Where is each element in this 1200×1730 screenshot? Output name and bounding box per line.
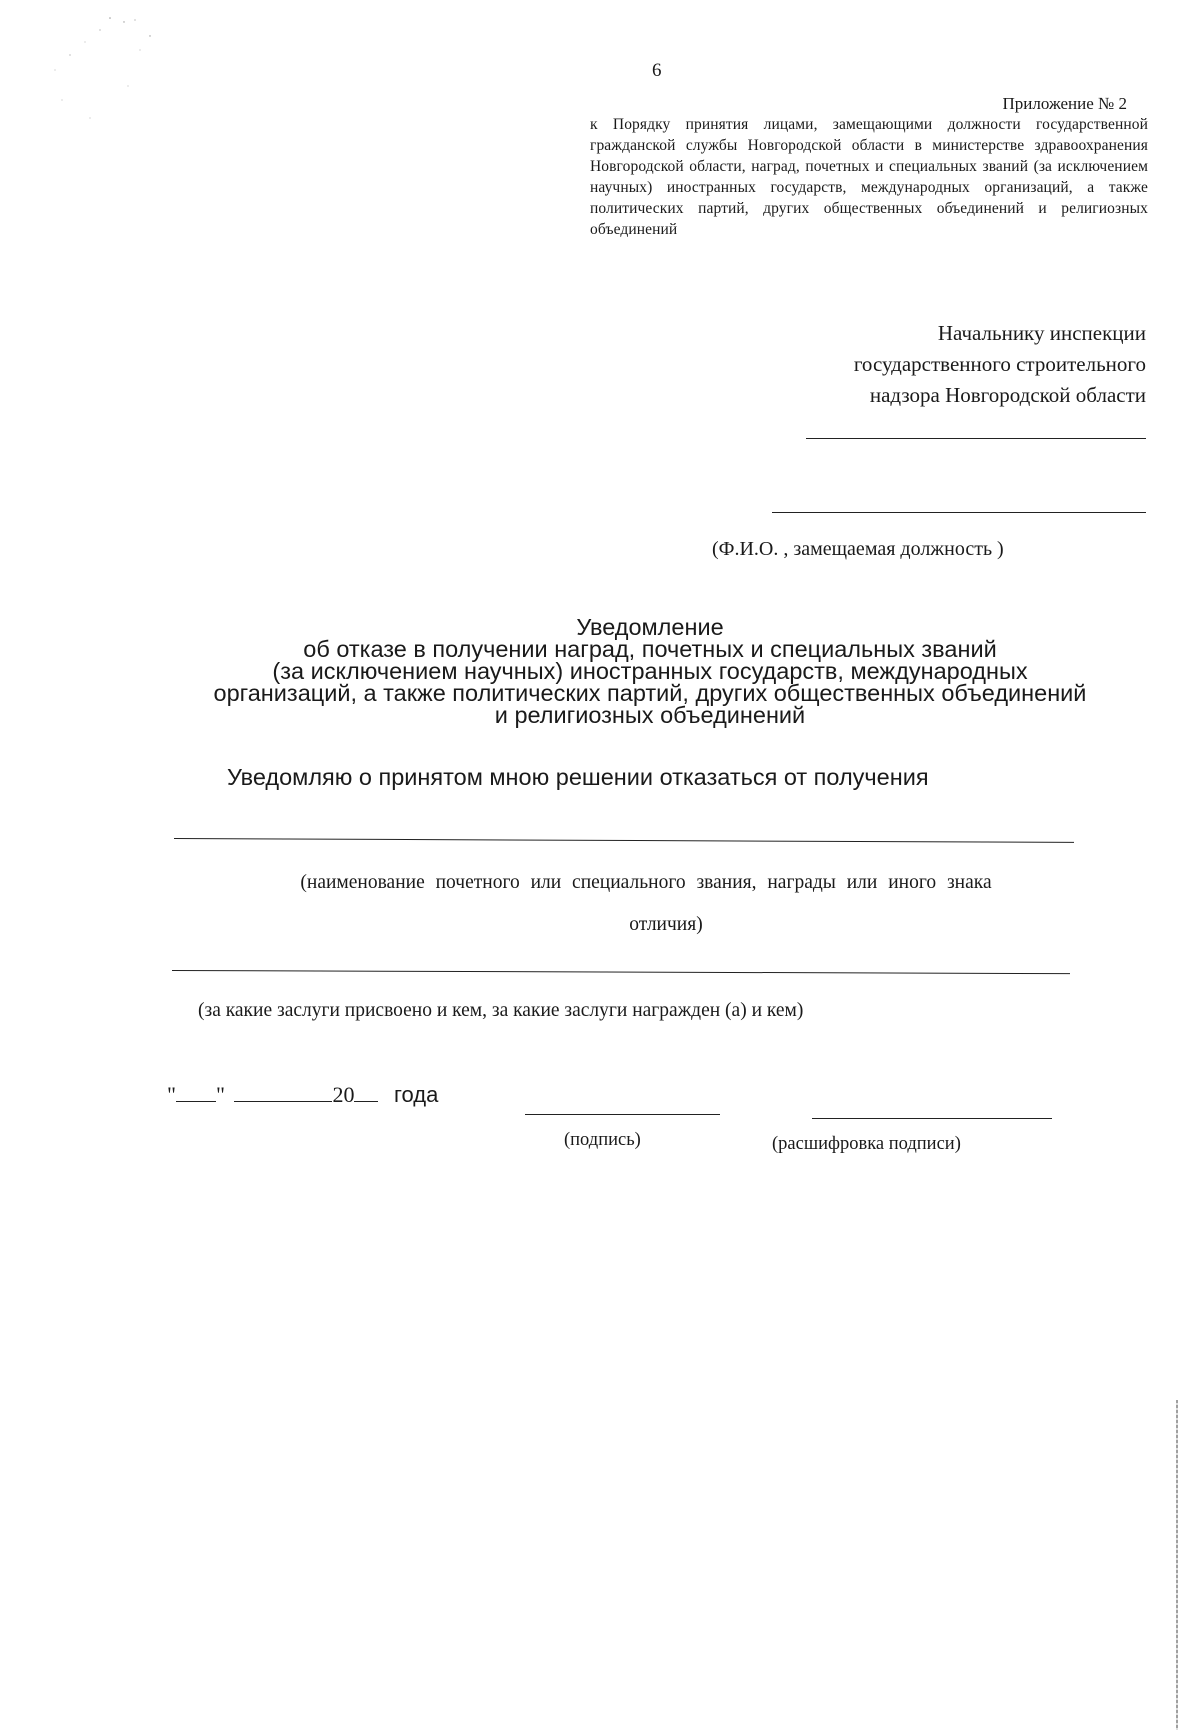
date-year-word: года [393, 1082, 439, 1107]
signature-caption: (подпись) [564, 1130, 641, 1150]
title-line: организаций, а также политических партий, других общественных объединений [213, 680, 1087, 706]
award-caption [222, 862, 1070, 946]
date-century: 20 [332, 1082, 355, 1107]
date-close-quote: " [215, 1082, 225, 1107]
addressee-block [686, 318, 1146, 411]
month-blank [234, 1101, 332, 1102]
addressee-line: Начальнику инспекции [937, 321, 1146, 345]
award-caption-line: отличия) [629, 914, 703, 935]
signature-decode-blank-line [812, 1118, 1052, 1119]
merits-caption: (за какие заслуги присвоено и кем, за какие заслуги награжден (а) и кем) [198, 1000, 804, 1021]
scan-noise [40, 10, 180, 130]
day-blank [176, 1101, 216, 1102]
date-field [167, 1082, 438, 1108]
year-blank [354, 1101, 378, 1102]
signature-blank-line [525, 1114, 720, 1115]
document-title [150, 616, 1150, 726]
award-blank-line [174, 838, 1074, 843]
date-open-quote: " [167, 1082, 176, 1107]
title-line: Уведомление [576, 614, 724, 640]
addressee-line: государственного строительного [853, 352, 1146, 376]
title-line: и религиозных объединений [494, 702, 806, 728]
merits-blank-line [172, 970, 1070, 974]
addressee-line: надзора Новгородской области [869, 383, 1146, 407]
scan-edge-artifact [1176, 1400, 1178, 1730]
addressee-blank-line [806, 438, 1146, 439]
fio-caption: (Ф.И.О. , замещаемая должность ) [712, 538, 1004, 560]
fio-blank-line [772, 512, 1146, 513]
page-number: 6 [652, 60, 662, 81]
award-caption-line: (наименование почетного или специального звания, награды или иного знака [300, 872, 992, 893]
appendix-text: к Порядку принятия лицами, замещающими должности государственной гражданской службы Новгородской области в министерстве здравоохранения Новгородской области, наград, почетных и специальных званий (за исключением научных) иностранных государств, международных организаций, а также политических партий, других общественных объединений и религиозных объединений [590, 116, 1148, 238]
statement-text: Уведомляю о принятом мною решении отказаться от получения [227, 764, 929, 790]
title-line: (за исключением научных) иностранных государств, международных [272, 658, 1028, 684]
title-line: об отказе в получении наград, почетных и специальных званий [303, 636, 997, 662]
signature-decode-caption: (расшифровка подписи) [772, 1134, 961, 1154]
appendix-label: Приложение № 2 [1002, 94, 1127, 113]
